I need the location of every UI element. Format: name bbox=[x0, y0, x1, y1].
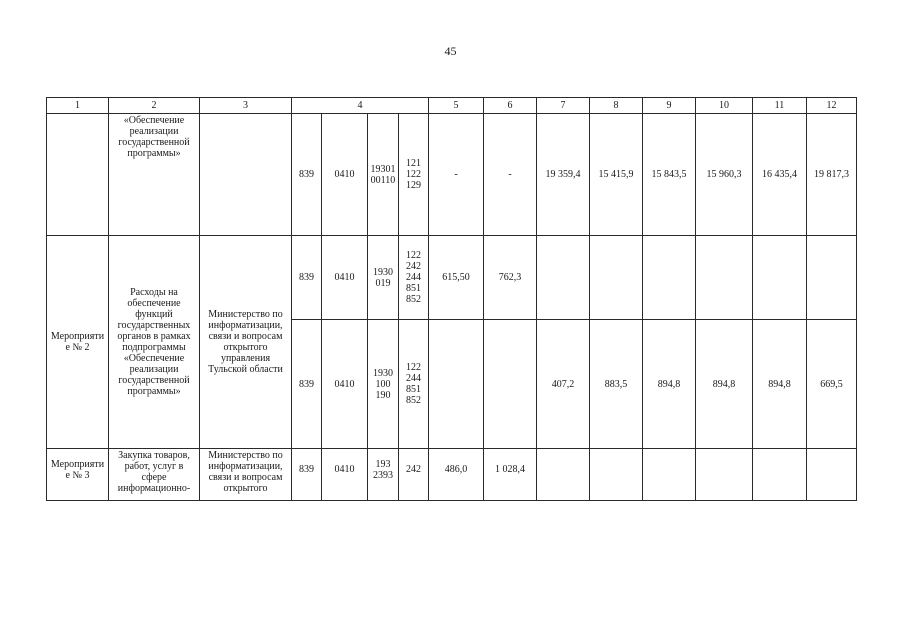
grbs-cell: 839 bbox=[292, 320, 322, 449]
grbs-cell: 839 bbox=[292, 236, 322, 320]
header-cell-9: 9 bbox=[643, 98, 696, 114]
value-cell-5 bbox=[429, 320, 484, 449]
value-cell-9: 894,8 bbox=[643, 320, 696, 449]
table-row-program-support bbox=[47, 114, 857, 236]
grbs-cell: 839 bbox=[292, 114, 322, 236]
rzpr-cell: 0410 bbox=[322, 320, 368, 449]
header-cell-6: 6 bbox=[484, 98, 537, 114]
rzpr-cell: 0410 bbox=[322, 114, 368, 236]
header-cell-5: 5 bbox=[429, 98, 484, 114]
table-row-measure-2-sub-1 bbox=[47, 236, 857, 320]
page-number: 45 bbox=[444, 44, 457, 58]
vr-cell: 122 244 851 852 bbox=[399, 320, 429, 449]
value-cell-6: 762,3 bbox=[484, 236, 537, 320]
budget-table bbox=[46, 97, 857, 501]
table-row-measure-3 bbox=[47, 449, 857, 501]
header-cell-3: 3 bbox=[200, 98, 292, 114]
value-cell-11 bbox=[753, 236, 807, 320]
header-cell-4: 4 bbox=[292, 98, 429, 114]
header-cell-8: 8 bbox=[590, 98, 643, 114]
value-cell-11: 16 435,4 bbox=[753, 114, 807, 236]
value-cell-10: 894,8 bbox=[696, 320, 753, 449]
vr-cell: 122 242 244 851 852 bbox=[399, 236, 429, 320]
csr-cell: 1930 019 bbox=[368, 236, 399, 320]
header-cell-10: 10 bbox=[696, 98, 753, 114]
value-cell-12 bbox=[807, 236, 857, 320]
executor-cell: Министерство по информатизации, связи и вопросам открытого bbox=[200, 449, 292, 501]
value-cell-9: 15 843,5 bbox=[643, 114, 696, 236]
description-cell: Закупка товаров, работ, услуг в сфере информационно- bbox=[109, 449, 200, 501]
csr-cell: 193 2393 bbox=[368, 449, 399, 501]
header-cell-1: 1 bbox=[47, 98, 109, 114]
value-cell-8: 15 415,9 bbox=[590, 114, 643, 236]
value-cell-7: 19 359,4 bbox=[537, 114, 590, 236]
value-cell-10 bbox=[696, 236, 753, 320]
value-cell-12: 669,5 bbox=[807, 320, 857, 449]
measure-name-cell: Мероприятие № 2 bbox=[47, 236, 109, 449]
header-row bbox=[47, 98, 857, 114]
value-cell-9 bbox=[643, 236, 696, 320]
header-cell-7: 7 bbox=[537, 98, 590, 114]
value-cell-12: 19 817,3 bbox=[807, 114, 857, 236]
value-cell-7 bbox=[537, 449, 590, 501]
measure-name-cell bbox=[47, 114, 109, 236]
value-cell-8 bbox=[590, 449, 643, 501]
description-cell: «Обеспечение реализации государственной программы» bbox=[109, 114, 200, 236]
rzpr-cell: 0410 bbox=[322, 236, 368, 320]
value-cell-9 bbox=[643, 449, 696, 501]
vr-cell: 242 bbox=[399, 449, 429, 501]
value-cell-6: 1 028,4 bbox=[484, 449, 537, 501]
value-cell-6: - bbox=[484, 114, 537, 236]
value-cell-11: 894,8 bbox=[753, 320, 807, 449]
value-cell-5: - bbox=[429, 114, 484, 236]
executor-cell bbox=[200, 114, 292, 236]
csr-cell: 19301 00110 bbox=[368, 114, 399, 236]
csr-cell: 1930 100 190 bbox=[368, 320, 399, 449]
description-cell: Расходы на обеспечение функций государственных органов в рамках подпрограммы «Обеспечение реализации государственной программы» bbox=[109, 236, 200, 449]
vr-cell: 121 122 129 bbox=[399, 114, 429, 236]
value-cell-10: 15 960,3 bbox=[696, 114, 753, 236]
value-cell-5: 615,50 bbox=[429, 236, 484, 320]
value-cell-7: 407,2 bbox=[537, 320, 590, 449]
header-cell-12: 12 bbox=[807, 98, 857, 114]
value-cell-6 bbox=[484, 320, 537, 449]
grbs-cell: 839 bbox=[292, 449, 322, 501]
rzpr-cell: 0410 bbox=[322, 449, 368, 501]
value-cell-8: 883,5 bbox=[590, 320, 643, 449]
header-cell-2: 2 bbox=[109, 98, 200, 114]
value-cell-8 bbox=[590, 236, 643, 320]
measure-name-cell: Мероприятие № 3 bbox=[47, 449, 109, 501]
value-cell-12 bbox=[807, 449, 857, 501]
value-cell-11 bbox=[753, 449, 807, 501]
header-cell-11: 11 bbox=[753, 98, 807, 114]
value-cell-5: 486,0 bbox=[429, 449, 484, 501]
value-cell-7 bbox=[537, 236, 590, 320]
value-cell-10 bbox=[696, 449, 753, 501]
executor-cell: Министерство по информатизации, связи и вопросам открытого управления Тульской области bbox=[200, 236, 292, 449]
